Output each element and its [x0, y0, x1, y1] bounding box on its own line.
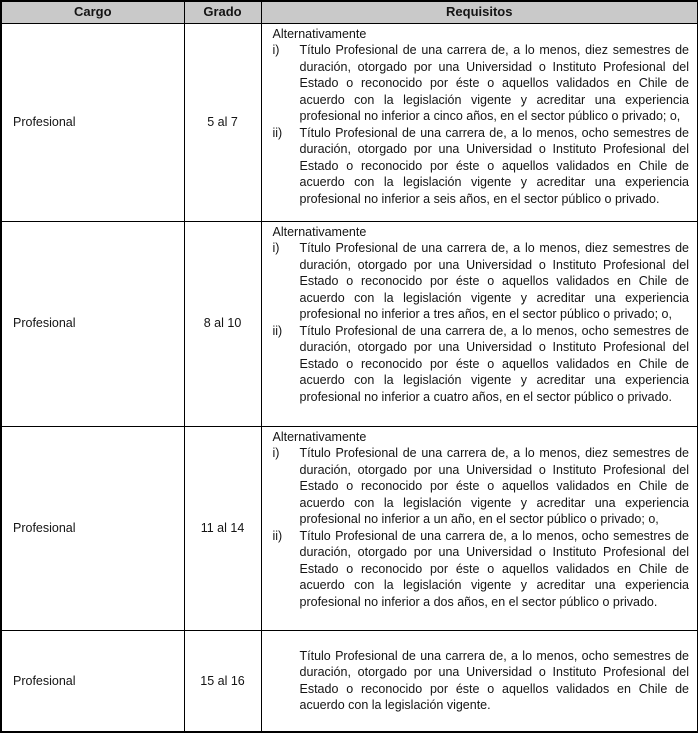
grado-cell: 15 al 16	[184, 630, 261, 732]
column-header-cargo: Cargo	[1, 1, 184, 23]
list-marker: ii)	[272, 323, 283, 338]
requisitos-cell	[261, 23, 698, 221]
alternativamente-label: Alternativamente	[272, 224, 367, 239]
requirement-item	[273, 445, 690, 528]
list-marker: i)	[272, 241, 280, 255]
requirement-text: Título Profesional de una carrera de, a lo menos, ocho semestres de duración, otorgado por una Universidad o Instituto Profesional del Estado o reconocido por éste o aquellos validados en Chile de acuerdo con la legislación vigente.	[299, 648, 689, 713]
requirement-item	[273, 240, 690, 323]
requirement-item	[273, 528, 690, 611]
grado-cell: 11 al 14	[184, 426, 261, 630]
requirement-text: Título Profesional de una carrera de, a lo menos, diez semestres de duración, otorgado por una Universidad o Instituto Profesional del Estado o reconocido por éste o aquellos validados en Chile de acuerdo con la legislación vigente y acreditar una experiencia profesional no inferior a tres años, en el sector público o privado; o,	[299, 241, 689, 321]
grado-cell: 8 al 10	[184, 221, 261, 426]
requirement-item	[273, 125, 690, 208]
requirement-text: Título Profesional de una carrera de, a lo menos, diez semestres de duración, otorgado por una Universidad o Instituto Profesional del Estado o reconocido por éste o aquellos validados en Chile de acuerdo con la legislación vigente y acreditar una experiencia profesional no inferior a cinco años, en el sector público o privado; o,	[299, 43, 689, 123]
column-header-requisitos: Requisitos	[261, 1, 698, 23]
table-row	[1, 426, 698, 630]
cargo-cell: Profesional	[1, 23, 184, 221]
requirement-item	[273, 323, 690, 406]
list-marker: ii)	[272, 528, 283, 543]
cargo-cell: Profesional	[1, 221, 184, 426]
requirement-text: Título Profesional de una carrera de, a lo menos, ocho semestres de duración, otorgado por una Universidad o Instituto Profesional del Estado o reconocido por éste o aquellos validados en Chile de acuerdo con la legislación vigente y acreditar una experiencia profesional no inferior a dos años, en el sector público o privado.	[299, 528, 689, 609]
alternativamente-label: Alternativamente	[272, 429, 367, 444]
table-row	[1, 221, 698, 426]
table-row	[1, 23, 698, 221]
requisitos-cell	[261, 426, 698, 630]
grado-cell: 5 al 7	[184, 23, 261, 221]
requirement-text: Título Profesional de una carrera de, a lo menos, ocho semestres de duración, otorgado por una Universidad o Instituto Profesional del Estado o reconocido por éste o aquellos validados en Chile de acuerdo con la legislación vigente y acreditar una experiencia profesional no inferior a seis años, en el sector público o privado.	[299, 125, 689, 206]
cargo-cell: Profesional	[1, 426, 184, 630]
table-row	[1, 630, 698, 732]
requisitos-cell	[261, 221, 698, 426]
requirement-text: Título Profesional de una carrera de, a lo menos, diez semestres de duración, otorgado por una Universidad o Instituto Profesional del Estado o reconocido por éste o aquellos validados en Chile de acuerdo con la legislación vigente y acreditar una experiencia profesional no inferior a un año, en el sector público o privado; o,	[299, 446, 689, 526]
requirement-text: Título Profesional de una carrera de, a lo menos, ocho semestres de duración, otorgado por una Universidad o Instituto Profesional del Estado o reconocido por éste o aquellos validados en Chile de acuerdo con la legislación vigente y acreditar una experiencia profesional no inferior a cuatro años, en el sector público o privado.	[299, 323, 689, 404]
cargo-cell: Profesional	[1, 630, 184, 732]
requirement-item	[273, 42, 690, 125]
alternativamente-label: Alternativamente	[272, 26, 367, 41]
header-row	[1, 1, 698, 23]
list-marker: i)	[272, 446, 280, 460]
column-header-grado: Grado	[184, 1, 261, 23]
requisitos-cell	[261, 630, 698, 732]
list-marker: i)	[272, 43, 280, 57]
list-marker: ii)	[272, 125, 283, 140]
